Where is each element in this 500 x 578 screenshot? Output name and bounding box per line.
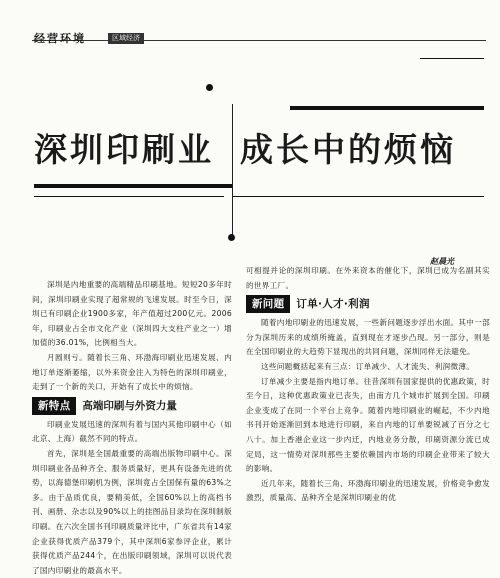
paragraph: 首先，深圳是全国最重要的高端出版物印刷中心。深圳印刷业各品种齐全、服务质量好，更具有设备先进的优势，以海德堡印刷机为例，深圳竟占全国保有量的63%之多。由于品质优良，要精美低，全国60%以上的高档书刊、画册、杂志以及90%以上的挂图品目录均在深圳制版印刷。在六次全国书刊印刷质量评比中，广东省共有14家企业获得优质产品379个，其中深圳6家参评企业，累计获得优质产品244个，在出版印刷领域，深圳可以说代表了国内印刷业的最高水平。 bbox=[32, 448, 232, 575]
title-part-2: 成长中的烦恼 bbox=[240, 130, 456, 169]
decorative-rule bbox=[232, 196, 484, 197]
author-byline: 赵晨光 bbox=[430, 257, 454, 266]
decorative-vertical-rule bbox=[232, 104, 233, 240]
title-part-1: 深圳印刷业 bbox=[34, 130, 214, 169]
decorative-rule bbox=[420, 58, 484, 59]
paragraph: 订单减少主要是指内地订单。往昔深圳有国家提供的优惠政策，时至今日，这种优惠政策业已丧失，由南方几个城市扩展到全国。印刷企业变成了在同一个平台上竞争。随着内地印刷业的崛起，不少内地书刊开始逐渐回到本地进行印刷，来自内地的订单要锐减了百分之七八十。加上香港企业这一步内迁，内地业务分散，印刷资源分流已成定局，这一情势对深圳那些主要依赖国内市场的印刷企业带来了较大的影响。 bbox=[246, 376, 490, 474]
paragraph: 可相提并论的深圳印刷。在外来资本的催化下，深圳已成为名副其实的世界工厂。 bbox=[246, 266, 490, 290]
left-column bbox=[32, 278, 232, 578]
decorative-dot bbox=[206, 84, 213, 91]
decorative-dot bbox=[228, 234, 235, 241]
subhead-tag: 新特点 bbox=[32, 397, 76, 415]
decorative-rule bbox=[34, 196, 224, 197]
section-label: 经营环境 bbox=[34, 32, 86, 45]
section-sub-label: 区域经济 bbox=[108, 33, 144, 44]
paragraph: 印刷业发展迅速的深圳有着与国内其他印刷中心（如北京、上海）截然不同的特点。 bbox=[32, 419, 232, 444]
header-rule bbox=[32, 40, 486, 41]
subhead-title: 高端印刷与外资力量 bbox=[82, 399, 177, 412]
paragraph: 月圆则亏。随着长三角、环渤海印刷业迅速发展、内地订单逐渐萎缩，以外来资金注入为特色的深圳印刷业，走到了一个新的关口，开始有了成长中的烦恼。 bbox=[32, 352, 232, 392]
article-title bbox=[34, 130, 456, 170]
paragraph: 近几年来，随着长三角、环渤海印刷业的迅速发展，价格竞争愈发激烈，质量高、品种齐全是深圳印刷业的优 bbox=[246, 478, 490, 503]
subhead-tag: 新问题 bbox=[246, 295, 290, 313]
decorative-bar bbox=[290, 106, 484, 110]
subhead-title: 订单·人才·利润 bbox=[296, 298, 370, 311]
right-column bbox=[246, 264, 490, 506]
decorative-bar bbox=[34, 184, 232, 188]
paragraph: 随着内地印刷业的迅速发展，一些新问题逐步浮出水面。其中一部分为深圳历来的成绩所掩盖，直到现在才逐步凸现。另一部分，则是在全国印刷业的大趋势下显现出的共同问题，深圳同样无法避免。 bbox=[246, 318, 490, 357]
paragraph: 这些问题概括起来有三点：订单减少、人才流失、利润微薄。 bbox=[261, 361, 475, 371]
subhead bbox=[32, 397, 232, 415]
paragraph: 深圳是内地重要的高端精品印刷基地。短短20多年时间，深圳印刷业实现了超常规的飞速发展。时至今日，深圳已有印刷企业1900多家，年产值超过200亿元。2006年，印刷业占全市文化产业（深圳四大支柱产业之一）增加值的36.01%，比例相当大。 bbox=[32, 280, 232, 348]
subhead bbox=[246, 295, 490, 313]
